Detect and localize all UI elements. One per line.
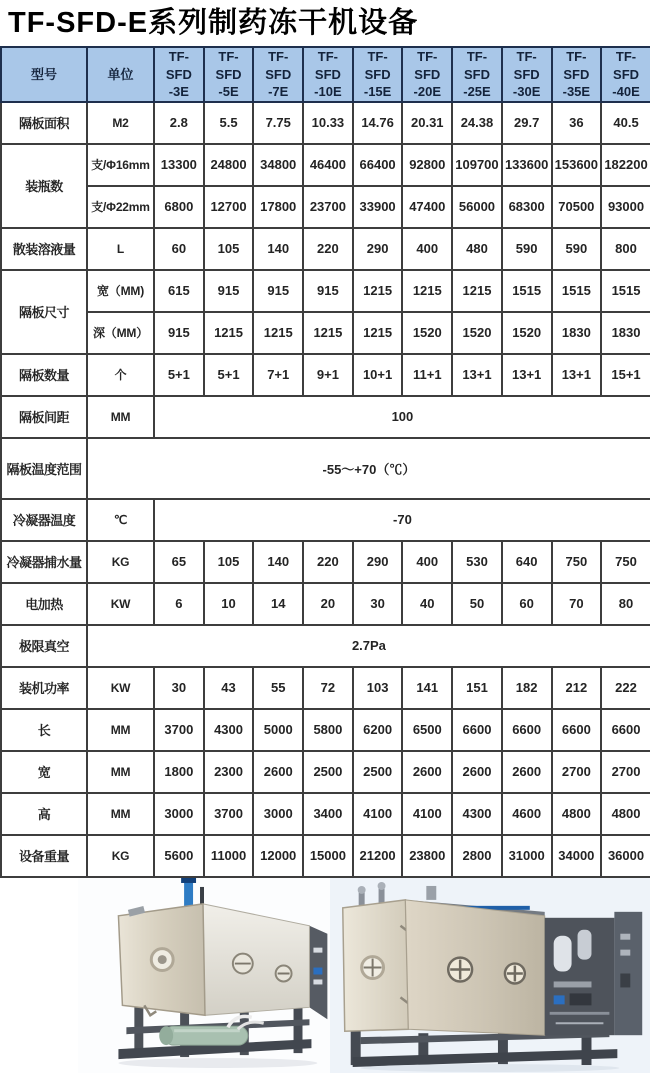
spec-value: 480 <box>452 228 502 270</box>
spec-value-fullspan: -55～+70（℃） <box>87 438 650 499</box>
spec-value: 590 <box>502 228 552 270</box>
spec-value: 30 <box>154 667 204 709</box>
spec-value: 105 <box>204 228 254 270</box>
spec-value: 4100 <box>402 793 452 835</box>
spec-value-fullspan: 2.7Pa <box>87 625 650 667</box>
spec-value: 9+1 <box>303 354 353 396</box>
spec-value: 15+1 <box>601 354 650 396</box>
spec-unit: MM <box>87 709 154 751</box>
spec-value: 1830 <box>601 312 650 354</box>
spec-value: 4600 <box>502 793 552 835</box>
spec-row <box>1 186 650 228</box>
spec-value: 6800 <box>154 186 204 228</box>
spec-value: 140 <box>253 541 303 583</box>
spec-value: 11+1 <box>402 354 452 396</box>
spec-value: 151 <box>452 667 502 709</box>
spec-unit: 宽（MM) <box>87 270 154 312</box>
model-suffix: -15E <box>363 84 392 100</box>
spec-unit: 支/Φ16mm <box>87 144 154 186</box>
spec-row <box>1 541 650 583</box>
spec-value: 3700 <box>154 709 204 751</box>
freeze-dryer-left-illustration <box>78 878 330 1073</box>
spec-row-label: 装瓶数 <box>1 144 87 228</box>
spec-row <box>1 793 650 835</box>
spec-table <box>0 46 650 878</box>
model-header-10E <box>303 47 353 102</box>
freeze-dryer-right-illustration <box>330 878 650 1073</box>
spec-value: 7+1 <box>253 354 303 396</box>
spec-value: 23800 <box>402 835 452 877</box>
spec-unit: M2 <box>87 102 154 144</box>
spec-value: 93000 <box>601 186 650 228</box>
spec-value: 2500 <box>353 751 403 793</box>
spec-value: 1520 <box>502 312 552 354</box>
spec-value: 17800 <box>253 186 303 228</box>
spec-value: 65 <box>154 541 204 583</box>
spec-unit: MM <box>87 396 154 438</box>
spec-value: 103 <box>353 667 403 709</box>
spec-value: 30 <box>353 583 403 625</box>
spec-value: 3700 <box>204 793 254 835</box>
spec-value: 5600 <box>154 835 204 877</box>
spec-value: 4800 <box>601 793 650 835</box>
spec-value: 1800 <box>154 751 204 793</box>
spec-value: 12000 <box>253 835 303 877</box>
spec-value: 68300 <box>502 186 552 228</box>
spec-row-label: 长 <box>1 709 87 751</box>
spec-value: 36000 <box>601 835 650 877</box>
chamber-body <box>405 900 544 1035</box>
spec-value: 3000 <box>253 793 303 835</box>
spec-value: 55 <box>253 667 303 709</box>
spec-value: 13+1 <box>502 354 552 396</box>
model-suffix: -7E <box>268 84 289 100</box>
spec-value: 66400 <box>353 144 403 186</box>
model-prefix: TF-SFD <box>265 49 292 82</box>
model-prefix: TF-SFD <box>215 49 242 82</box>
model-header-30E <box>502 47 552 102</box>
spec-row <box>1 438 650 499</box>
spec-unit: L <box>87 228 154 270</box>
spec-value: 141 <box>402 667 452 709</box>
spec-row <box>1 583 650 625</box>
spec-row <box>1 499 650 541</box>
spec-value: 20.31 <box>402 102 452 144</box>
spec-value: 36 <box>552 102 602 144</box>
spec-row <box>1 396 650 438</box>
spec-value: 915 <box>253 270 303 312</box>
spec-value: 1215 <box>253 312 303 354</box>
spec-row <box>1 709 650 751</box>
spec-unit: KG <box>87 835 154 877</box>
spec-value: 1215 <box>353 312 403 354</box>
spec-value: 50 <box>452 583 502 625</box>
spec-value: 1215 <box>402 270 452 312</box>
spec-value: 290 <box>353 541 403 583</box>
model-header-20E <box>402 47 452 102</box>
spec-value: 21200 <box>353 835 403 877</box>
spec-value: 1515 <box>601 270 650 312</box>
spec-value: 34000 <box>552 835 602 877</box>
spec-value: 10.33 <box>303 102 353 144</box>
spec-value: 31000 <box>502 835 552 877</box>
spec-value: 2700 <box>601 751 650 793</box>
spec-value: 60 <box>502 583 552 625</box>
spec-value: 12700 <box>204 186 254 228</box>
spec-value: 2300 <box>204 751 254 793</box>
model-suffix: -3E <box>168 84 189 100</box>
model-header-40E <box>601 47 650 102</box>
spec-value: 2500 <box>303 751 353 793</box>
spec-value: 24800 <box>204 144 254 186</box>
spec-row <box>1 625 650 667</box>
spec-value: 7.75 <box>253 102 303 144</box>
spec-row-label: 隔板数量 <box>1 354 87 396</box>
model-column-header: 型号 <box>1 47 87 102</box>
spec-row <box>1 354 650 396</box>
spec-value: 6600 <box>502 709 552 751</box>
spec-value: 182 <box>502 667 552 709</box>
spec-value: 6200 <box>353 709 403 751</box>
spec-value: 60 <box>154 228 204 270</box>
spec-value: 4800 <box>552 793 602 835</box>
model-prefix: TF-SFD <box>613 49 640 82</box>
model-prefix: TF-SFD <box>364 49 391 82</box>
spec-value: 1520 <box>452 312 502 354</box>
spec-value: 1215 <box>452 270 502 312</box>
spec-row-label: 冷凝器捕水量 <box>1 541 87 583</box>
photo-left-margin <box>0 878 78 1073</box>
model-prefix: TF-SFD <box>414 49 441 82</box>
spec-value: 133600 <box>502 144 552 186</box>
freeze-dryer-photo-left <box>78 878 330 1073</box>
spec-value: 23700 <box>303 186 353 228</box>
spec-row <box>1 144 650 186</box>
spec-value: 72 <box>303 667 353 709</box>
spec-row <box>1 312 650 354</box>
spec-value: 2700 <box>552 751 602 793</box>
spec-unit: KG <box>87 541 154 583</box>
spec-value: 915 <box>303 270 353 312</box>
spec-row-label: 隔板面积 <box>1 102 87 144</box>
spec-unit: 深（MM） <box>87 312 154 354</box>
spec-value: 14.76 <box>353 102 403 144</box>
spec-value: 13300 <box>154 144 204 186</box>
spec-value: 590 <box>552 228 602 270</box>
spec-value: 1215 <box>204 312 254 354</box>
model-header-5E <box>204 47 254 102</box>
spec-value: 2600 <box>253 751 303 793</box>
spec-value: 15000 <box>303 835 353 877</box>
spec-value: 5+1 <box>204 354 254 396</box>
spec-value: 46400 <box>303 144 353 186</box>
spec-row <box>1 270 650 312</box>
spec-unit: MM <box>87 793 154 835</box>
model-prefix: TF-SFD <box>314 49 341 82</box>
spec-row <box>1 751 650 793</box>
spec-value: 140 <box>253 228 303 270</box>
spec-value: 153600 <box>552 144 602 186</box>
spec-value: 290 <box>353 228 403 270</box>
chamber-door <box>118 904 205 1015</box>
spec-value: 750 <box>552 541 602 583</box>
model-prefix: TF-SFD <box>513 49 540 82</box>
model-suffix: -35E <box>562 84 591 100</box>
spec-value: 10+1 <box>353 354 403 396</box>
spec-row-label: 电加热 <box>1 583 87 625</box>
spec-value-span: 100 <box>154 396 650 438</box>
spec-value: 43 <box>204 667 254 709</box>
spec-unit: MM <box>87 751 154 793</box>
spec-row-label: 极限真空 <box>1 625 87 667</box>
model-suffix: -25E <box>463 84 491 100</box>
spec-row-label: 隔板温度范围 <box>1 438 87 499</box>
spec-value: 13+1 <box>552 354 602 396</box>
spec-value: 29.7 <box>502 102 552 144</box>
chamber-door <box>343 900 409 1031</box>
spec-row <box>1 667 650 709</box>
spec-unit: KW <box>87 667 154 709</box>
spec-unit: 个 <box>87 354 154 396</box>
model-header-3E <box>154 47 204 102</box>
spec-value: 4100 <box>353 793 403 835</box>
spec-value: 6600 <box>452 709 502 751</box>
spec-value: 109700 <box>452 144 502 186</box>
spec-value: 400 <box>402 228 452 270</box>
spec-value: 222 <box>601 667 650 709</box>
model-prefix: TF-SFD <box>463 49 490 82</box>
spec-row-label: 装机功率 <box>1 667 87 709</box>
spec-row-label: 高 <box>1 793 87 835</box>
spec-value: 6500 <box>402 709 452 751</box>
spec-value: 47400 <box>402 186 452 228</box>
spec-value: 1520 <box>402 312 452 354</box>
unit-column-header: 单位 <box>87 47 154 102</box>
model-suffix: -10E <box>314 84 342 100</box>
model-header-35E <box>552 47 602 102</box>
spec-value: 56000 <box>452 186 502 228</box>
spec-value: 14 <box>253 583 303 625</box>
spec-value: 615 <box>154 270 204 312</box>
spec-value: 220 <box>303 228 353 270</box>
spec-value: 1515 <box>552 270 602 312</box>
spec-row-label: 冷凝器温度 <box>1 499 87 541</box>
spec-value: 2.8 <box>154 102 204 144</box>
spec-value: 105 <box>204 541 254 583</box>
spec-table-header <box>1 47 650 102</box>
spec-value: 4300 <box>452 793 502 835</box>
refrigeration-unit <box>545 911 643 1034</box>
spec-value: 40 <box>402 583 452 625</box>
spec-value: 3000 <box>154 793 204 835</box>
spec-value: 5000 <box>253 709 303 751</box>
model-header-25E <box>452 47 502 102</box>
model-suffix: -20E <box>413 84 442 100</box>
spec-value: 915 <box>154 312 204 354</box>
spec-row-label: 散装溶液量 <box>1 228 87 270</box>
model-header-15E <box>353 47 403 102</box>
spec-value: 2600 <box>502 751 552 793</box>
spec-value: 1215 <box>353 270 403 312</box>
spec-value: 915 <box>204 270 254 312</box>
spec-row <box>1 835 650 877</box>
model-header-7E <box>253 47 303 102</box>
spec-value: 20 <box>303 583 353 625</box>
model-suffix: -30E <box>512 84 541 100</box>
spec-value: 2600 <box>452 751 502 793</box>
spec-value-span: -70 <box>154 499 650 541</box>
spec-row <box>1 102 650 144</box>
spec-value: 530 <box>452 541 502 583</box>
header-row <box>1 47 650 102</box>
spec-value: 750 <box>601 541 650 583</box>
spec-value: 5800 <box>303 709 353 751</box>
spec-row-label: 设备重量 <box>1 835 87 877</box>
spec-value: 3400 <box>303 793 353 835</box>
spec-row-label: 宽 <box>1 751 87 793</box>
spec-value: 92800 <box>402 144 452 186</box>
spec-unit: ℃ <box>87 499 154 541</box>
model-suffix: -5E <box>218 84 239 100</box>
product-photos <box>0 878 650 1073</box>
spec-value: 11000 <box>204 835 254 877</box>
spec-value: 640 <box>502 541 552 583</box>
spec-value: 5.5 <box>204 102 254 144</box>
spec-value: 10 <box>204 583 254 625</box>
spec-value: 70 <box>552 583 602 625</box>
spec-value: 182200 <box>601 144 650 186</box>
spec-value: 1215 <box>303 312 353 354</box>
model-prefix: TF-SFD <box>563 49 590 82</box>
freeze-dryer-photo-right <box>330 878 650 1073</box>
model-suffix: -40E <box>612 84 640 100</box>
spec-value: 70500 <box>552 186 602 228</box>
spec-value: 400 <box>402 541 452 583</box>
spec-unit: KW <box>87 583 154 625</box>
spec-row-label: 隔板尺寸 <box>1 270 87 354</box>
spec-value: 33900 <box>353 186 403 228</box>
spec-value: 24.38 <box>452 102 502 144</box>
spec-value: 1515 <box>502 270 552 312</box>
spec-value: 13+1 <box>452 354 502 396</box>
chamber-body <box>203 904 309 1015</box>
spec-value: 6600 <box>601 709 650 751</box>
spec-value: 1830 <box>552 312 602 354</box>
spec-value: 40.5 <box>601 102 650 144</box>
spec-value: 800 <box>601 228 650 270</box>
spec-row <box>1 228 650 270</box>
spec-unit: 支/Φ22mm <box>87 186 154 228</box>
spec-value: 6600 <box>552 709 602 751</box>
spec-value: 212 <box>552 667 602 709</box>
spec-value: 80 <box>601 583 650 625</box>
spec-value: 6 <box>154 583 204 625</box>
spec-value: 2600 <box>402 751 452 793</box>
page-title: TF-SFD-E系列制药冻干机设备 <box>8 7 419 39</box>
spec-value: 4300 <box>204 709 254 751</box>
spec-value: 34800 <box>253 144 303 186</box>
spec-value: 5+1 <box>154 354 204 396</box>
spec-row-label: 隔板间距 <box>1 396 87 438</box>
spec-value: 220 <box>303 541 353 583</box>
model-prefix: TF-SFD <box>165 49 192 82</box>
spec-table-body <box>1 102 650 877</box>
spec-value: 2800 <box>452 835 502 877</box>
